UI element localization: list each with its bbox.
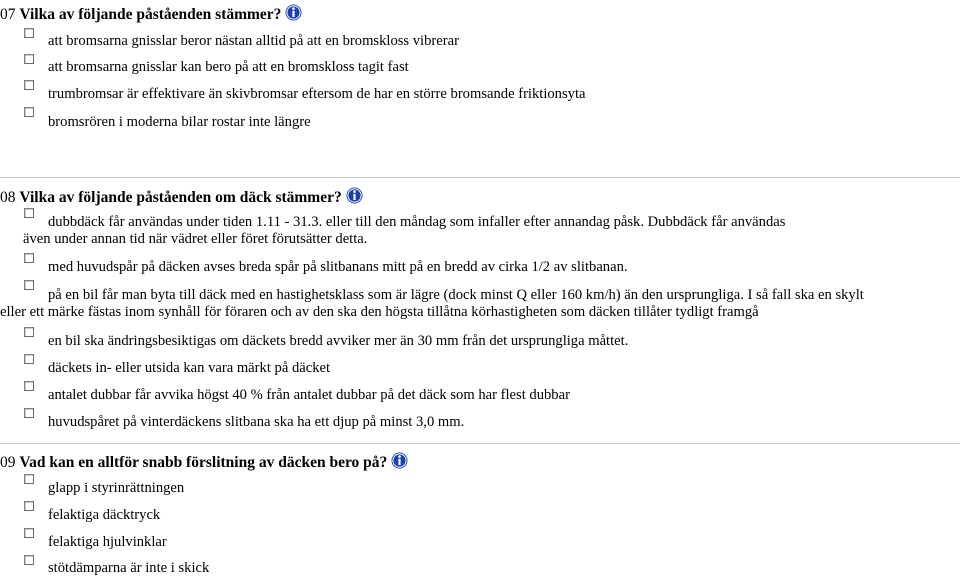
option-label: huvudspåret på vinterdäckens slitbana ska ha ett djup på minst 3,0 mm. — [48, 414, 465, 430]
option-label: trumbromsar är effektivare än skivbromsar eftersom de har en större bromsande friktionsyta — [48, 86, 586, 102]
info-icon[interactable] — [391, 452, 408, 474]
option-label: felaktiga hjulvinklar — [48, 534, 167, 550]
checkbox-icon[interactable] — [24, 28, 34, 38]
question-text: Vilka av följande påståenden stämmer? — [19, 6, 282, 23]
checkbox-icon[interactable] — [24, 408, 34, 418]
option-label: antalet dubbar får avvika högst 40 % från antalet dubbar på det däck som har flest dubbar — [48, 387, 570, 403]
info-icon[interactable] — [346, 187, 363, 209]
checkbox-icon[interactable] — [24, 107, 34, 117]
checkbox-icon[interactable] — [24, 327, 34, 337]
question-header — [0, 187, 363, 209]
question-number: 09 — [0, 454, 16, 471]
checkbox-icon[interactable] — [24, 80, 34, 90]
question-number: 08 — [0, 189, 16, 206]
option-label: att bromsarna gnisslar kan bero på att en bromskloss tagit fast — [48, 59, 409, 75]
option-label-continued: även under annan tid när vädret eller föret förutsätter detta. — [23, 231, 368, 247]
question-text: Vad kan en alltför snabb förslitning av däcken bero på? — [19, 454, 388, 471]
question-divider — [0, 443, 960, 444]
option-label: däckets in- eller utsida kan vara märkt på däcket — [48, 360, 331, 376]
question-number: 07 — [0, 6, 16, 23]
checkbox-icon[interactable] — [24, 381, 34, 391]
question-header — [0, 4, 302, 26]
checkbox-icon[interactable] — [24, 253, 34, 263]
option-label: på en bil får man byta till däck med en hastighetsklass som är lägre (dock minst Q eller 160 km/h) än den ursprungliga. I så fall ska en skylt — [48, 287, 864, 303]
option-label: dubbdäck får användas under tiden 1.11 - 31.3. eller till den måndag som infaller efter annandag påsk. Dubbdäck får användas — [48, 214, 786, 230]
checkbox-icon[interactable] — [24, 208, 34, 218]
option-label: stötdämparna är inte i skick — [48, 560, 210, 576]
option-label-continued: eller ett märke fästas inom synhåll för föraren och av den ska den högsta tillåtna körhastigheten som däcken tillåter tydligt framgå — [0, 304, 759, 320]
option-label: en bil ska ändringsbesiktigas om däckets bredd avviker mer än 30 mm från det ursprungliga måttet. — [48, 333, 629, 349]
checkbox-icon[interactable] — [24, 474, 34, 484]
option-label: bromsrören i moderna bilar rostar inte längre — [48, 114, 311, 130]
question-text: Vilka av följande påståenden om däck stämmer? — [19, 189, 342, 206]
option-label: att bromsarna gnisslar beror nästan alltid på att en bromskloss vibrerar — [48, 33, 459, 49]
checkbox-icon[interactable] — [24, 54, 34, 64]
checkbox-icon[interactable] — [24, 280, 34, 290]
question-divider — [0, 177, 960, 178]
checkbox-icon[interactable] — [24, 501, 34, 511]
option-label: felaktiga däcktryck — [48, 507, 161, 523]
option-label: glapp i styrinrättningen — [48, 480, 185, 496]
checkbox-icon[interactable] — [24, 354, 34, 364]
checkbox-icon[interactable] — [24, 555, 34, 565]
question-header — [0, 452, 408, 474]
checkbox-icon[interactable] — [24, 528, 34, 538]
info-icon[interactable] — [285, 4, 302, 26]
option-label: med huvudspår på däcken avses breda spår på slitbanans mitt på en bredd av cirka 1/2 av slitbanan. — [48, 259, 628, 275]
